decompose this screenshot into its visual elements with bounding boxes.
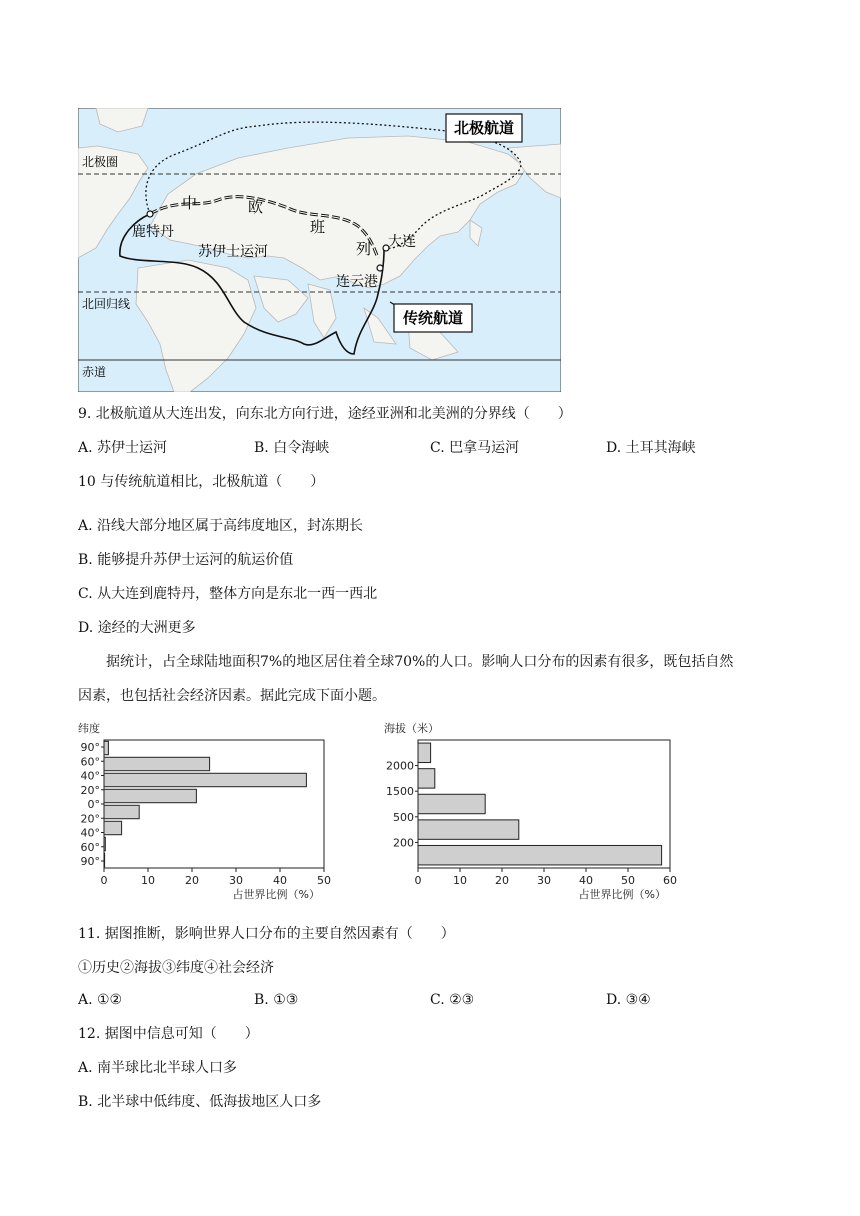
lat-bar-2 xyxy=(104,757,210,770)
alt-x-tick-3: 20 xyxy=(495,874,509,887)
alt-x-tick-6: 50 xyxy=(621,874,635,887)
q10-option-c: C. 从大连到鹿特丹，整体方向是东北一西一西北 xyxy=(78,586,378,602)
q10-option-a: A. 沿线大部分地区属于高纬度地区，封冻期长 xyxy=(78,518,364,534)
latitude-chart xyxy=(78,720,338,910)
alt-x-tick-4: 30 xyxy=(537,874,551,887)
arctic-circle-label: 北极圈 xyxy=(82,155,119,169)
railway-char-4: 列 xyxy=(356,240,372,258)
alt-x-tick-2: 10 xyxy=(453,874,467,887)
altitude-chart xyxy=(384,720,684,910)
intro-line-1: 据统计，占全球陆地面积7%的地区居住着全球70%的人口。影响人口分布的因素有很多，既包括自然 xyxy=(106,654,734,670)
lat-y-tick-6: 20° xyxy=(80,812,100,826)
lat-x-tick-4: 30 xyxy=(229,874,243,887)
q12-stem: 12. 据图中信息可知（ ） xyxy=(78,1026,259,1042)
lat-bar-3 xyxy=(104,773,306,786)
lat-x-axis-label: 占世界比例（%） xyxy=(232,888,320,901)
alt-x-tick-7: 60 xyxy=(663,874,677,887)
rotterdam-label: 鹿特丹 xyxy=(132,224,174,240)
q11-option-a: A. ①② xyxy=(78,992,123,1008)
dalian-label: 大连 xyxy=(388,234,416,250)
lat-y-tick-3: 40° xyxy=(80,769,100,783)
q10-stem: 10 与传统航道相比，北极航道（ ） xyxy=(78,474,325,490)
lat-y-tick-5: 0° xyxy=(87,798,100,811)
arctic-route-label: 北极航道 xyxy=(453,119,515,137)
lianyungang-label: 连云港 xyxy=(336,274,378,290)
suez-label: 苏伊士运河 xyxy=(198,244,268,260)
rotterdam-marker xyxy=(147,211,153,217)
railway-char-2: 欧 xyxy=(248,198,264,216)
lianyungang-marker xyxy=(377,265,383,271)
lat-x-tick-1: 0 xyxy=(100,874,108,887)
lat-y-tick-7: 40° xyxy=(80,826,100,840)
q11-option-d: D. ③④ xyxy=(606,992,651,1008)
lat-y-tick-9: 90° xyxy=(80,855,100,868)
q12-option-b: B. 北半球中低纬度、低海拔地区人口多 xyxy=(78,1094,322,1110)
alt-x-tick-1: 0 xyxy=(414,874,422,887)
intro-line-2: 因素，也包括社会经济因素。据此完成下面小题。 xyxy=(78,688,386,704)
alt-bar-1 xyxy=(418,743,431,762)
q9-option-d: D. 土耳其海峡 xyxy=(606,440,696,456)
alt-bar-4 xyxy=(418,820,519,839)
lat-y-tick-1: 90° xyxy=(80,741,100,754)
lat-x-tick-6: 50 xyxy=(317,874,331,887)
railway-char-3: 班 xyxy=(310,218,326,236)
alt-x-axis-label: 占世界比例（%） xyxy=(578,888,666,901)
lat-bar-8 xyxy=(104,853,105,866)
q10-option-b: B. 能够提升苏伊士运河的航运价值 xyxy=(78,552,294,568)
lat-bar-7 xyxy=(104,837,105,850)
alt-y-tick-3: 500 xyxy=(393,810,414,824)
route-map xyxy=(78,108,561,392)
q9-option-b: B. 白令海峡 xyxy=(254,440,330,456)
q11-option-c: C. ②③ xyxy=(430,992,475,1008)
alt-x-tick-5: 40 xyxy=(579,874,593,887)
lat-y-tick-2: 60° xyxy=(80,755,100,769)
q11-option-b: B. ①③ xyxy=(254,992,299,1008)
equator-label: 赤道 xyxy=(82,365,107,379)
lat-bar-6 xyxy=(104,821,122,834)
q11-stem: 11. 据图推断，影响世界人口分布的主要自然因素有（ ） xyxy=(78,926,455,942)
alt-y-tick-4: 200 xyxy=(393,836,414,850)
alt-y-tick-1: 2000 xyxy=(386,759,414,773)
lat-y-axis-label: 纬度 xyxy=(78,722,100,735)
lat-bar-1 xyxy=(104,741,108,754)
lat-bar-4 xyxy=(104,789,196,802)
alt-bar-3 xyxy=(418,794,485,813)
lat-bar-5 xyxy=(104,805,139,818)
lat-x-tick-3: 20 xyxy=(185,874,199,887)
tropic-label: 北回归线 xyxy=(82,297,131,311)
traditional-route-label: 传统航道 xyxy=(402,309,464,327)
railway-char-1: 中 xyxy=(182,194,198,212)
lat-y-tick-4: 20° xyxy=(80,783,100,797)
lat-x-tick-5: 40 xyxy=(273,874,287,887)
alt-bar-5 xyxy=(418,845,662,864)
q12-option-a: A. 南半球比北半球人口多 xyxy=(78,1060,238,1076)
alt-y-tick-2: 1500 xyxy=(386,785,414,799)
q9-option-c: C. 巴拿马运河 xyxy=(430,440,520,456)
alt-y-axis-label: 海拔（米） xyxy=(384,722,439,735)
q9-stem: 9. 北极航道从大连出发，向东北方向行进，途经亚洲和北美洲的分界线（ ） xyxy=(78,406,572,422)
alt-bar-2 xyxy=(418,769,435,788)
lat-y-tick-8: 60° xyxy=(80,840,100,854)
q11-statements: ①历史②海拔③纬度④社会经济 xyxy=(78,960,274,976)
q10-option-d: D. 途经的大洲更多 xyxy=(78,620,196,636)
lat-x-tick-2: 10 xyxy=(141,874,155,887)
q9-option-a: A. 苏伊士运河 xyxy=(78,440,168,456)
